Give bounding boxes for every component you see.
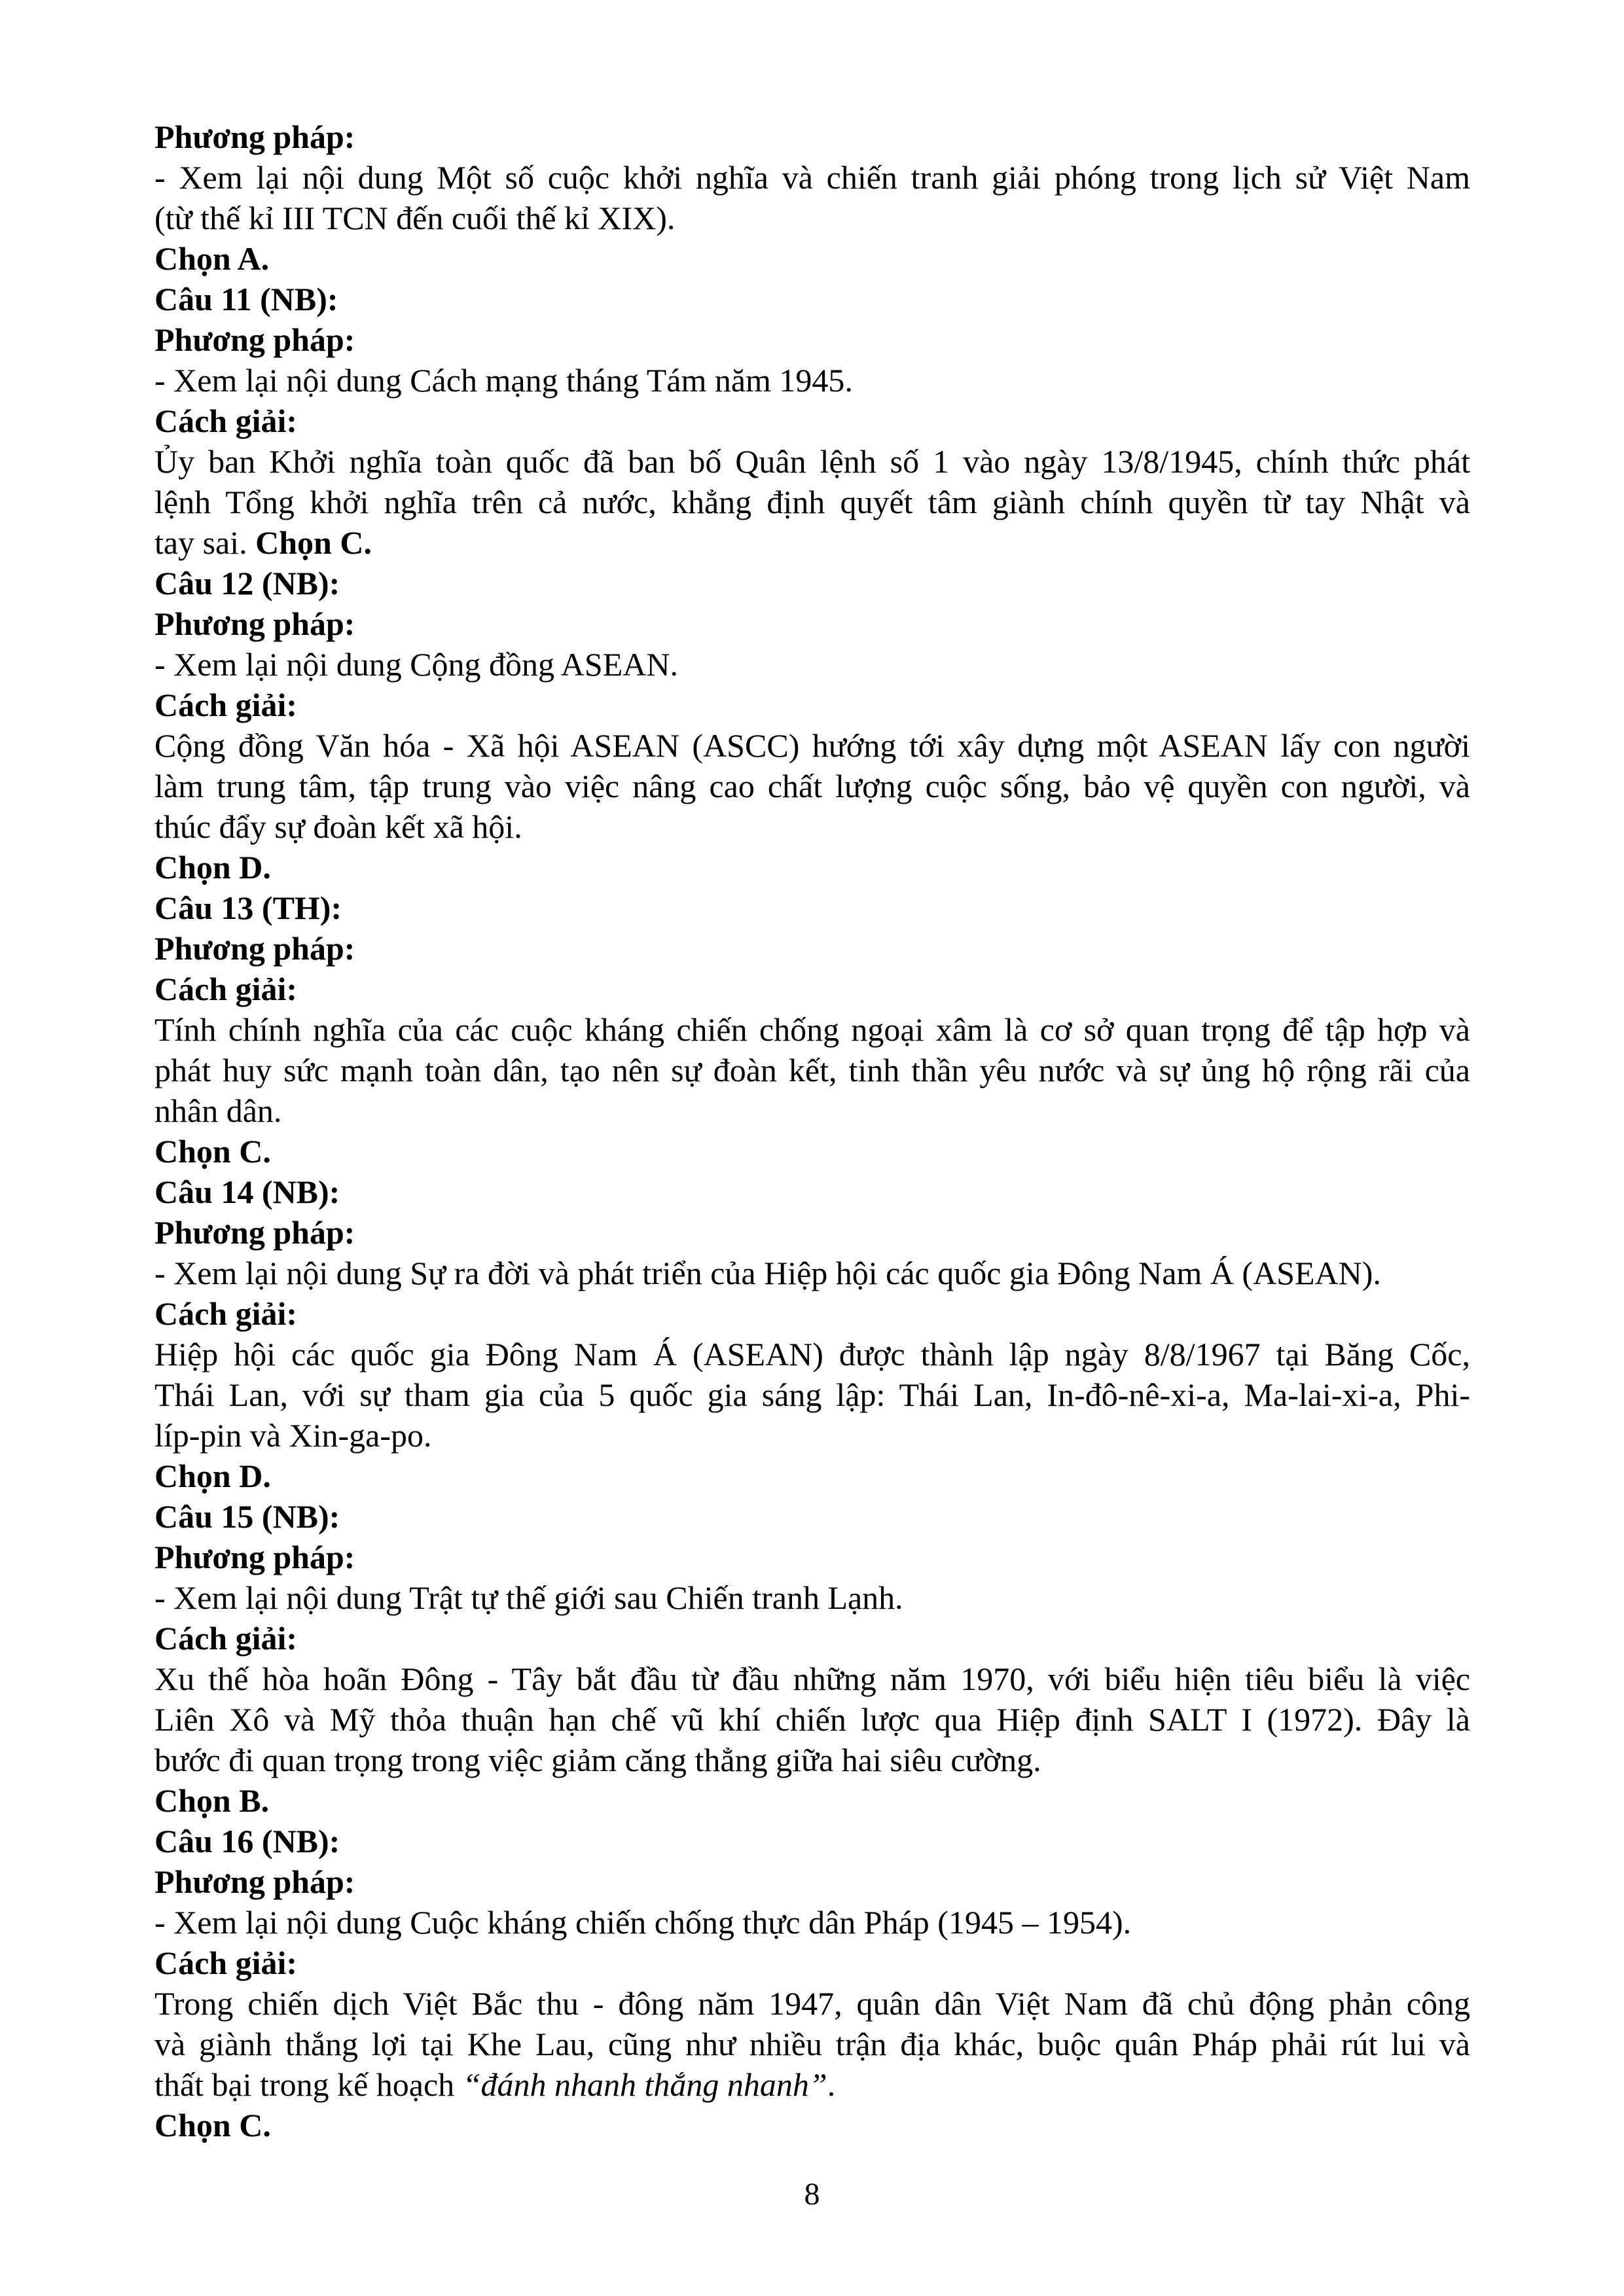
line-text: nhân dân.: [154, 1092, 282, 1129]
line-text: Phương pháp:: [154, 118, 355, 155]
page-number: 8: [804, 2177, 820, 2212]
text-line: [154, 1659, 1470, 1699]
heading-line: [154, 238, 1470, 279]
text-line: [154, 198, 1470, 238]
text-line: [154, 522, 1470, 563]
line-tail: .: [827, 2066, 836, 2103]
heading-line: [154, 1618, 1470, 1659]
line-text: Chọn C.: [154, 2107, 271, 2144]
line-text: Trong chiến dịch Việt Bắc thu - đông năm 1947, quân dân Việt Nam đã chủ động phản công: [154, 1985, 1470, 2022]
answer-choice: Chọn C.: [255, 524, 372, 561]
line-text: Chọn C.: [154, 1133, 271, 1170]
line-text: Phương pháp:: [154, 605, 355, 642]
line-text: Chọn A.: [154, 240, 270, 277]
text-line: [154, 157, 1470, 198]
line-text: Cách giải:: [154, 1620, 298, 1657]
text-line: [154, 360, 1470, 401]
heading-line: [154, 1780, 1470, 1821]
heading-line: [154, 1496, 1470, 1537]
heading-line: [154, 928, 1470, 969]
line-text: Cách giải:: [154, 1945, 298, 1981]
heading-line: [154, 279, 1470, 319]
heading-line: [154, 1212, 1470, 1253]
line-text: thất bại trong kế hoạch: [154, 2066, 463, 2103]
document-body: [154, 117, 1470, 2145]
text-line: [154, 725, 1470, 766]
line-text: tay sai.: [154, 524, 256, 561]
line-text: - Xem lại nội dung Cách mạng tháng Tám năm 1945.: [154, 362, 853, 399]
line-text: Hiệp hội các quốc gia Đông Nam Á (ASEAN) được thành lập ngày 8/8/1967 tại Băng Cốc,: [154, 1336, 1470, 1372]
text-line: [154, 766, 1470, 806]
text-line: [154, 441, 1470, 482]
line-text: Xu thế hòa hoãn Đông - Tây bắt đầu từ đầu những năm 1970, với biểu hiện tiêu biểu là việc: [154, 1660, 1470, 1697]
line-text: (từ thế kỉ III TCN đến cuối thế kỉ XIX).: [154, 200, 676, 236]
heading-line: [154, 685, 1470, 725]
line-text: - Xem lại nội dung Trật tự thế giới sau Chiến tranh Lạnh.: [154, 1579, 903, 1616]
heading-line: [154, 847, 1470, 888]
line-text: - Xem lại nội dung Một số cuộc khởi nghĩa và chiến tranh giải phóng trong lịch sử Việt Nam: [154, 159, 1470, 196]
heading-line: [154, 319, 1470, 360]
text-line: [154, 1253, 1470, 1293]
line-text: Câu 14 (NB):: [154, 1174, 340, 1210]
text-line: [154, 1334, 1470, 1374]
heading-line: [154, 1172, 1470, 1212]
line-text: Thái Lan, với sự tham gia của 5 quốc gia sáng lập: Thái Lan, In-đô-nê-xi-a, Ma-lai-xi-a, Phi-: [154, 1376, 1470, 1413]
text-line: [154, 1740, 1470, 1780]
heading-line: [154, 563, 1470, 603]
heading-line: [154, 1943, 1470, 1983]
text-line: [154, 482, 1470, 522]
line-text: làm trung tâm, tập trung vào việc nâng cao chất lượng cuộc sống, bảo vệ quyền con người, và: [154, 768, 1470, 804]
line-text: Câu 11 (NB):: [154, 281, 338, 317]
heading-line: [154, 1821, 1470, 1861]
line-text: Chọn D.: [154, 1458, 271, 1494]
line-text: Ủy ban Khởi nghĩa toàn quốc đã ban bố Quân lệnh số 1 vào ngày 13/8/1945, chính thức phát: [154, 443, 1470, 480]
line-text: lệnh Tổng khởi nghĩa trên cả nước, khẳng định quyết tâm giành chính quyền từ tay Nhật và: [154, 484, 1470, 520]
line-text: Cách giải:: [154, 403, 298, 439]
text-line: [154, 1577, 1470, 1618]
heading-line: [154, 1537, 1470, 1577]
heading-line: [154, 1456, 1470, 1496]
heading-line: [154, 888, 1470, 928]
text-line: [154, 1983, 1470, 2024]
line-text: Câu 15 (NB):: [154, 1498, 340, 1535]
text-line: [154, 644, 1470, 685]
quoted-phrase: “đánh nhanh thắng nhanh”: [462, 2066, 827, 2103]
heading-line: [154, 969, 1470, 1009]
line-text: - Xem lại nội dung Cuộc kháng chiến chống thực dân Pháp (1945 – 1954).: [154, 1904, 1132, 1941]
line-text: Liên Xô và Mỹ thỏa thuận hạn chế vũ khí chiến lược qua Hiệp định SALT I (1972). Đây là: [154, 1701, 1470, 1738]
line-text: Phương pháp:: [154, 321, 355, 358]
text-line: [154, 1050, 1470, 1090]
text-line: [154, 2024, 1470, 2064]
heading-line: [154, 2105, 1470, 2145]
line-text: phát huy sức mạnh toàn dân, tạo nên sự đoàn kết, tinh thần yêu nước và sự ủng hộ rộng rãi của: [154, 1052, 1470, 1088]
text-line: [154, 1902, 1470, 1943]
text-line: [154, 1415, 1470, 1456]
line-text: Cách giải:: [154, 971, 298, 1007]
text-line: [154, 1009, 1470, 1050]
text-line: [154, 1699, 1470, 1740]
line-text: Cách giải:: [154, 1295, 298, 1332]
heading-line: [154, 1293, 1470, 1334]
line-text: Tính chính nghĩa của các cuộc kháng chiến chống ngoại xâm là cơ sở quan trọng để tập hợp và: [154, 1011, 1470, 1048]
line-text: Câu 12 (NB):: [154, 565, 340, 601]
text-line: [154, 1090, 1470, 1131]
line-text: Phương pháp:: [154, 1539, 355, 1575]
heading-line: [154, 1131, 1470, 1172]
heading-line: [154, 401, 1470, 441]
text-line: [154, 2064, 1470, 2105]
line-text: Cách giải:: [154, 687, 298, 723]
line-text: Câu 13 (TH):: [154, 889, 342, 926]
text-line: [154, 1374, 1470, 1415]
heading-line: [154, 117, 1470, 157]
line-text: - Xem lại nội dung Cộng đồng ASEAN.: [154, 646, 678, 683]
text-line: [154, 806, 1470, 847]
line-text: bước đi quan trọng trong việc giảm căng thẳng giữa hai siêu cường.: [154, 1742, 1041, 1778]
line-text: - Xem lại nội dung Sự ra đời và phát triển của Hiệp hội các quốc gia Đông Nam Á (ASEAN).: [154, 1255, 1381, 1291]
line-text: Phương pháp:: [154, 930, 355, 967]
line-text: Câu 16 (NB):: [154, 1823, 340, 1859]
line-text: và giành thắng lợi tại Khe Lau, cũng như nhiều trận địa khác, buộc quân Pháp phải rút lui và: [154, 2026, 1470, 2062]
line-text: thúc đẩy sự đoàn kết xã hội.: [154, 808, 522, 845]
line-text: Cộng đồng Văn hóa - Xã hội ASEAN (ASCC) hướng tới xây dựng một ASEAN lấy con người: [154, 727, 1470, 764]
heading-line: [154, 603, 1470, 644]
line-text: Chọn B.: [154, 1782, 270, 1819]
line-text: Chọn D.: [154, 849, 271, 886]
line-text: líp-pin và Xin-ga-po.: [154, 1417, 432, 1454]
heading-line: [154, 1861, 1470, 1902]
line-text: Phương pháp:: [154, 1863, 355, 1900]
line-text: Phương pháp:: [154, 1214, 355, 1251]
